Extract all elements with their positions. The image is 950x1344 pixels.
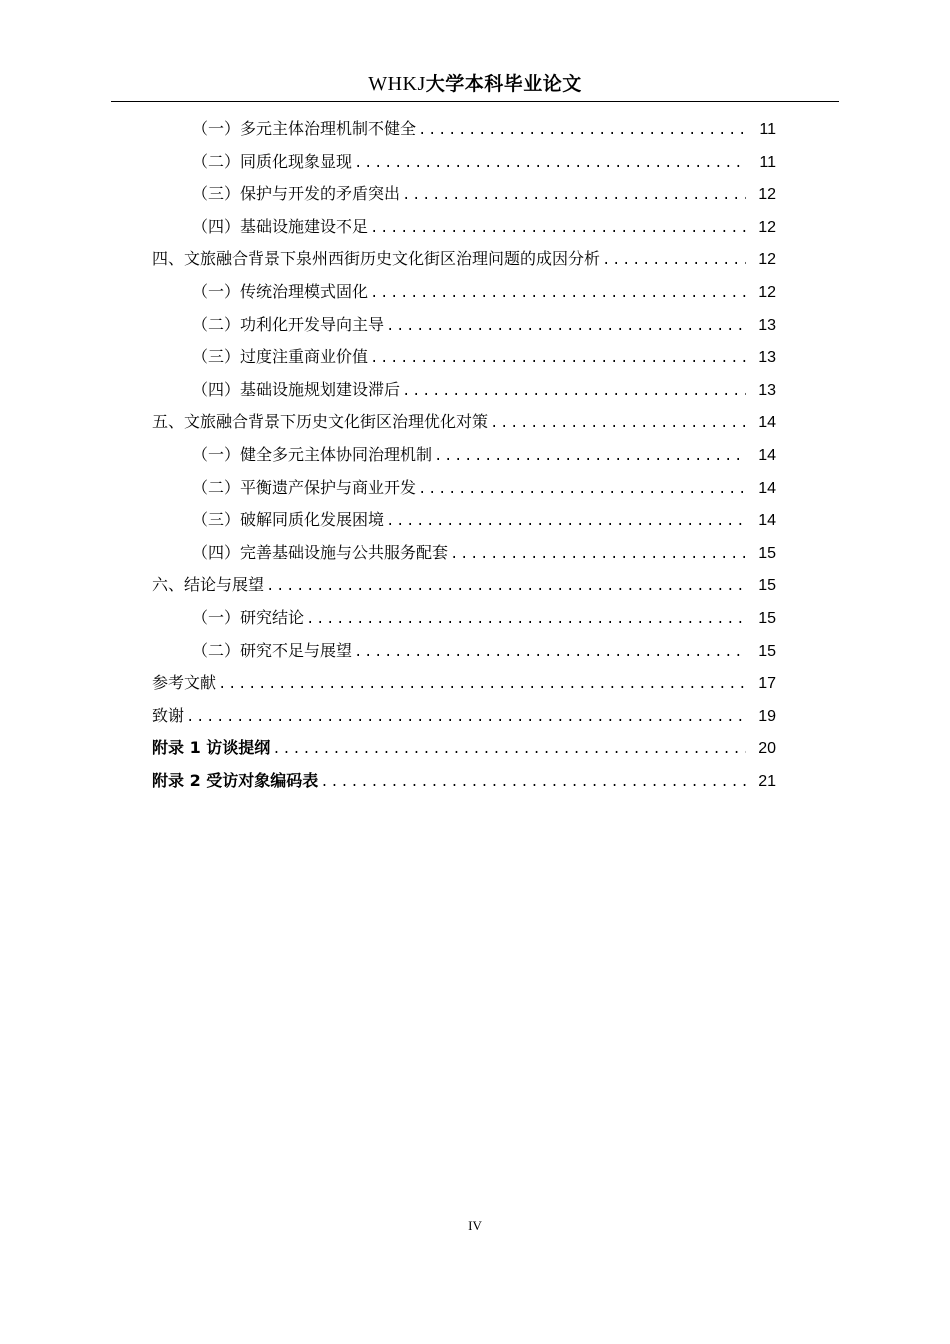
- toc-entry-page-number: 19: [758, 707, 776, 725]
- toc-entry-title: （一）传统治理模式固化: [192, 281, 369, 301]
- page-number: IV: [468, 1218, 482, 1233]
- toc-entry-page-number: 13: [758, 349, 776, 367]
- toc-dot-leader: [450, 539, 746, 571]
- toc-entry[interactable]: [152, 341, 776, 374]
- toc-entry-title: 附录 2 受访对象编码表: [152, 770, 319, 790]
- toc-entry[interactable]: [152, 602, 776, 635]
- toc-entry-title: （一）多元主体治理机制不健全: [192, 119, 417, 138]
- toc-dot-leader: [434, 441, 746, 473]
- toc-dot-leader: [418, 474, 746, 506]
- toc-dot-leader: [370, 343, 746, 375]
- toc-entry-title: （四）完善基础设施与公共服务配套: [192, 542, 449, 562]
- toc-entry-title: 六、结论与展望: [152, 575, 265, 595]
- toc-dot-leader: [370, 278, 746, 310]
- toc-dot-leader: [320, 767, 746, 799]
- toc-entry-page-number: 12: [758, 218, 776, 236]
- toc-entry[interactable]: [152, 439, 776, 472]
- toc-entry[interactable]: [152, 667, 776, 700]
- toc-entry[interactable]: [152, 211, 776, 244]
- toc-entry-page-number: 11: [759, 121, 776, 138]
- toc-entry-title: 附录 1 访谈提纲: [152, 738, 271, 758]
- table-of-contents: [152, 113, 776, 797]
- toc-entry[interactable]: [152, 504, 776, 537]
- toc-entry-title: 五、文旅融合背景下历史文化街区治理优化对策: [152, 412, 489, 432]
- toc-entry-page-number: 11: [759, 153, 776, 171]
- toc-dot-leader: [354, 637, 746, 669]
- toc-entry-title: （二）功利化开发导向主导: [192, 314, 385, 334]
- toc-dot-leader: [386, 311, 746, 343]
- toc-entry-title: （三）过度注重商业价值: [192, 347, 369, 367]
- toc-entry-page-number: 21: [758, 772, 776, 790]
- toc-entry-title: （二）平衡遗产保护与商业开发: [192, 477, 417, 497]
- toc-entry-page-number: 12: [758, 283, 776, 301]
- toc-entry-page-number: 14: [758, 479, 776, 497]
- toc-entry-page-number: 14: [758, 512, 776, 530]
- toc-entry-title: （三）破解同质化发展困境: [192, 510, 385, 530]
- toc-entry[interactable]: [152, 406, 776, 439]
- header-latin-text: WHKJ: [368, 73, 426, 95]
- toc-entry-title: （四）基础设施规划建设滞后: [192, 379, 401, 399]
- toc-entry-title: （一）研究结论: [192, 607, 305, 627]
- toc-entry[interactable]: [152, 765, 776, 798]
- toc-entry-page-number: 12: [758, 251, 776, 269]
- toc-dot-leader: [186, 702, 746, 734]
- toc-dot-leader: [490, 408, 746, 440]
- toc-dot-leader: [402, 376, 746, 408]
- toc-entry[interactable]: [152, 700, 776, 733]
- toc-entry[interactable]: [152, 146, 776, 179]
- toc-entry-page-number: 20: [758, 740, 776, 758]
- toc-entry-page-number: 14: [758, 446, 776, 464]
- toc-entry-page-number: 15: [758, 642, 776, 660]
- header-divider: [111, 101, 839, 102]
- toc-dot-leader: [218, 669, 746, 701]
- toc-entry-page-number: 15: [758, 544, 776, 562]
- toc-dot-leader: [266, 571, 746, 603]
- toc-entry-page-number: 13: [758, 316, 776, 334]
- toc-entry[interactable]: [152, 178, 776, 211]
- toc-entry[interactable]: [152, 113, 776, 146]
- toc-entry-title: （一）健全多元主体协同治理机制: [192, 444, 433, 464]
- toc-entry-page-number: 13: [758, 381, 776, 399]
- toc-entry[interactable]: [152, 243, 776, 276]
- toc-entry-title: （二）同质化现象显现: [192, 151, 353, 171]
- toc-dot-leader: [402, 180, 746, 212]
- toc-entry-title: 参考文献: [152, 673, 217, 693]
- toc-dot-leader: [272, 734, 746, 766]
- toc-dot-leader: [418, 115, 746, 147]
- toc-entry-title: （二）研究不足与展望: [192, 640, 353, 660]
- toc-entry-title: 四、文旅融合背景下泉州西街历史文化街区治理问题的成因分析: [152, 249, 601, 269]
- toc-entry[interactable]: [152, 276, 776, 309]
- toc-entry-title: 致谢: [152, 705, 185, 725]
- toc-entry[interactable]: [152, 309, 776, 342]
- toc-entry-page-number: 17: [758, 675, 776, 693]
- toc-entry-page-number: 12: [758, 186, 776, 204]
- page-header: [0, 70, 950, 98]
- toc-entry-title: （三）保护与开发的矛盾突出: [192, 184, 401, 204]
- toc-entry[interactable]: [152, 537, 776, 570]
- header-title: 大学本科毕业论文: [425, 73, 582, 95]
- toc-dot-leader: [354, 148, 746, 180]
- toc-entry-page-number: 14: [758, 414, 776, 432]
- toc-entry[interactable]: [152, 374, 776, 407]
- toc-dot-leader: [602, 245, 746, 277]
- toc-entry-page-number: 15: [758, 609, 776, 627]
- toc-entry[interactable]: [152, 569, 776, 602]
- toc-entry-title: （四）基础设施建设不足: [192, 216, 369, 236]
- toc-entry-page-number: 15: [758, 577, 776, 595]
- toc-dot-leader: [386, 506, 746, 538]
- toc-entry[interactable]: [152, 472, 776, 505]
- toc-entry[interactable]: [152, 732, 776, 765]
- toc-entry[interactable]: [152, 635, 776, 668]
- toc-dot-leader: [370, 213, 746, 245]
- toc-dot-leader: [306, 604, 746, 636]
